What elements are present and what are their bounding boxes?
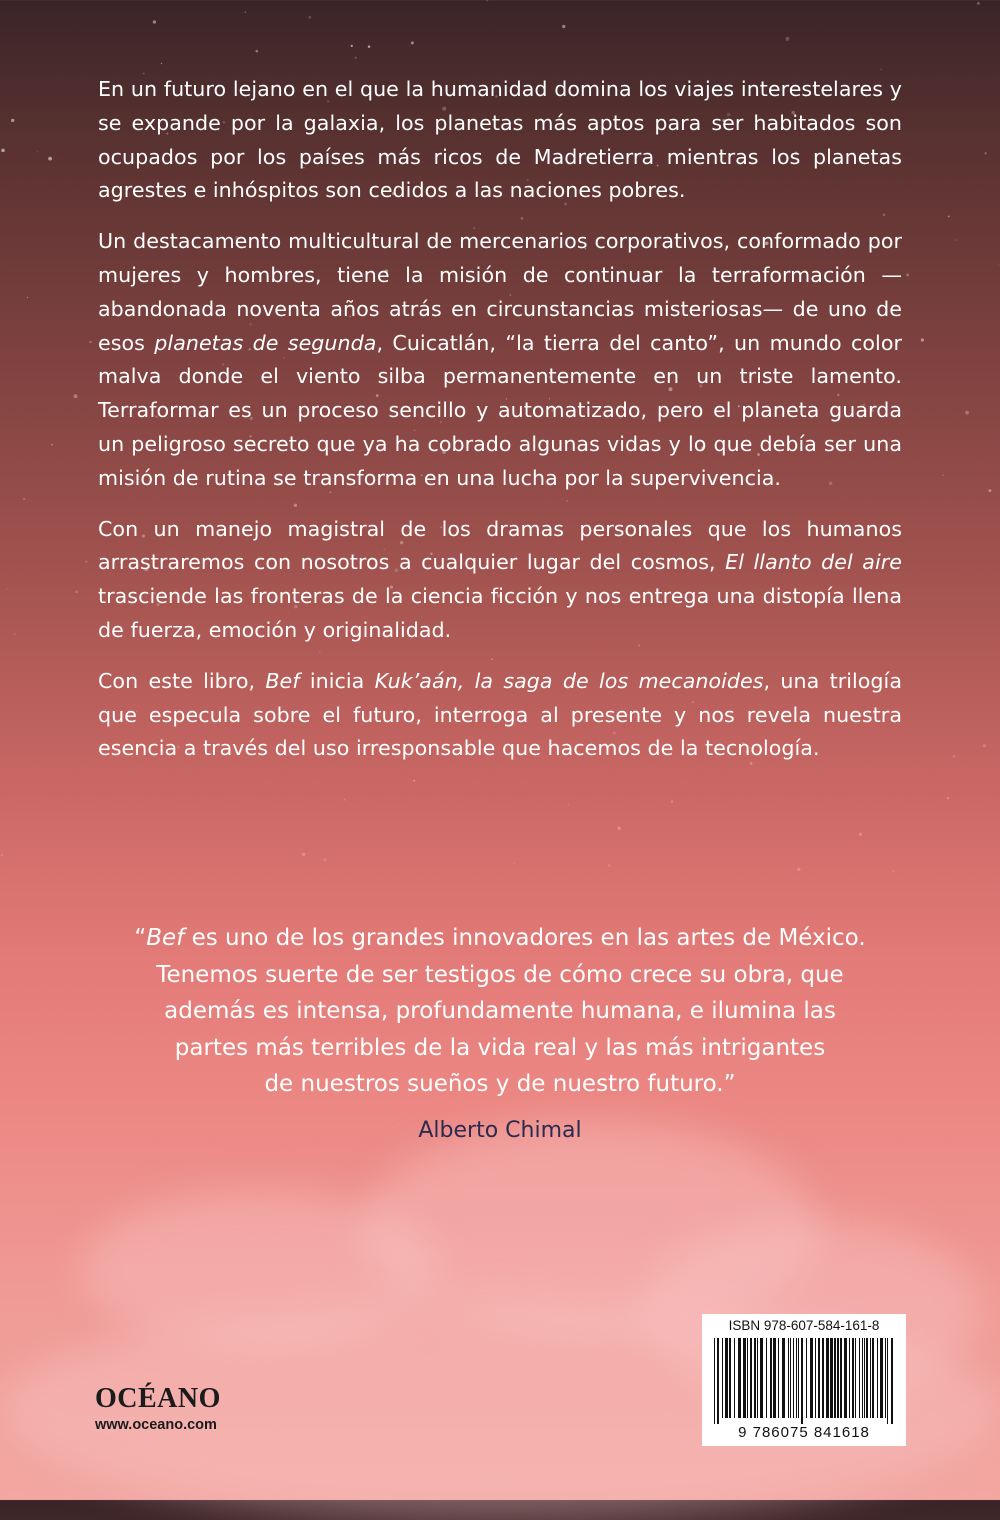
star-decoration (948, 215, 950, 217)
paragraph-text: Un destacamento multicultural de mercenarios corporativos, conformado por mujeres y hombres, tiene la misión de continuar la terraformación —abandonada noventa años atrás en circunstancias misteriosas— de uno de esos (98, 229, 902, 355)
barcode-bar (815, 1338, 816, 1418)
barcode-bar (747, 1338, 748, 1418)
star-decoration (324, 858, 326, 860)
barcode-bar (834, 1338, 836, 1418)
isbn-label: ISBN 978-607-584-161-8 (728, 1318, 880, 1333)
barcode-panel (702, 1314, 906, 1446)
paragraph-text: En un futuro lejano en el que la humanidad domina los viajes interestelares y se expande por la galaxia, los planetas más aptos para ser habitados son ocupados por los países más ricos de Madretierra mientras los planetas agrestes e inhóspitos son cedidos a las naciones pobres. (98, 77, 902, 203)
barcode-bar (750, 1338, 752, 1418)
barcode-bar (837, 1338, 839, 1418)
barcode-bar (830, 1338, 833, 1418)
star-decoration (89, 341, 92, 344)
star-decoration (562, 25, 565, 28)
star-decoration (906, 273, 909, 276)
barcode-bar (826, 1338, 829, 1418)
blurb-paragraph (98, 73, 902, 208)
barcode-bar (738, 1338, 741, 1418)
paragraph-text: inicia (299, 668, 375, 693)
barcode-bar (788, 1338, 789, 1418)
publisher-name: OCÉANO (95, 1383, 221, 1414)
italic-text: Bef (146, 925, 185, 951)
star-decoration (965, 411, 969, 415)
barcode-bar (877, 1338, 878, 1418)
star-decoration (977, 2, 980, 5)
barcode-bar (793, 1338, 794, 1418)
barcode-bar (790, 1338, 791, 1418)
star-decoration (514, 863, 515, 864)
quote-line (90, 957, 910, 994)
barcode-bar (725, 1338, 728, 1418)
star-decoration (880, 69, 881, 70)
star-decoration (785, 37, 789, 41)
star-decoration (988, 489, 991, 492)
barcode-bar (852, 1338, 854, 1418)
barcode-bar (760, 1338, 763, 1418)
barcode-bar (880, 1338, 883, 1418)
barcode-bar (822, 1338, 824, 1418)
star-decoration (1, 854, 3, 856)
paragraph-text: Con este libro, (98, 668, 266, 693)
paragraph-text: trasciende las fronteras de la ciencia ficción y nos entrega una distopía llena de fuerza, emoción y originalidad. (98, 584, 902, 642)
star-decoration (7, 588, 8, 589)
barcode-bar (810, 1338, 813, 1418)
star-decoration (11, 119, 14, 122)
barcode-bar (778, 1338, 779, 1418)
quote-line (90, 1066, 910, 1103)
barcode-bar (734, 1338, 735, 1418)
star-decoration (984, 152, 986, 154)
barcode-bar (801, 1338, 803, 1424)
star-decoration (568, 804, 569, 805)
back-cover-blurb (98, 73, 902, 783)
star-decoration (956, 239, 957, 240)
quote-text: además es intensa, profundamente humana, e ilumina las (164, 998, 836, 1024)
star-decoration (85, 560, 87, 562)
star-decoration (617, 826, 620, 829)
star-decoration (14, 633, 16, 635)
star-decoration (27, 297, 28, 298)
star-decoration (153, 20, 156, 23)
star-decoration (344, 799, 346, 801)
endorsement-quote (90, 920, 910, 1103)
paragraph-text: Con un manejo magistral de los dramas personales que los humanos arrastraremos con nosotros a cualquier lugar del cosmos, (98, 516, 902, 575)
star-decoration (921, 338, 924, 341)
barcode-bar (855, 1338, 856, 1418)
blurb-paragraph (98, 513, 902, 648)
star-decoration (368, 45, 371, 48)
italic-text: Kuk’aán, la saga de los mecanoides (374, 668, 764, 693)
blurb-paragraph (98, 665, 902, 766)
barcode-bar (891, 1338, 893, 1424)
star-decoration (608, 864, 610, 866)
star-decoration (74, 394, 78, 398)
paragraph-text: , una trilogía que especula sobre el futuro, interroga al presente y nos revela nuestra esencia a través del uso irresponsable que hacemos de la tecnología. (98, 668, 902, 761)
quote-line (90, 920, 910, 957)
paragraph-text: , Cuicatlán, “la tierra del canto”, un mundo color malva donde el viento silba permanentemente en un triste lamento. Terraformar es un proceso sencillo y automatizado, pero el planeta guarda un peligroso secreto que ya ha cobrado algunas vidas y lo que debía ser una misión de rutina se transforma en una lucha por la supervivencia. (98, 330, 902, 490)
barcode-bar (743, 1338, 746, 1418)
barcode-bar (859, 1338, 860, 1418)
quote-author: Alberto Chimal (418, 1118, 582, 1143)
star-decoration (308, 16, 311, 19)
star-decoration (355, 57, 357, 59)
star-decoration (37, 151, 38, 152)
quote-text: Tenemos suerte de ser testigos de cómo crece su obra, que (156, 961, 844, 988)
star-decoration (998, 264, 999, 265)
italic-text: El llanto del aire (725, 550, 902, 575)
star-decoration (983, 744, 986, 747)
barcode-bar (796, 1338, 797, 1418)
star-decoration (411, 41, 414, 44)
quote-text: de nuestros sueños y de nuestro futuro.” (264, 1071, 736, 1097)
isbn-barcode (714, 1338, 894, 1424)
barcode-bar (870, 1338, 871, 1418)
quote-text: partes más terribles de la vida real y las más intrigantes (174, 1034, 826, 1061)
star-decoration (51, 444, 53, 446)
quote-text: “ (134, 925, 147, 951)
star-decoration (942, 475, 943, 476)
star-decoration (245, 11, 247, 13)
barcode-bar (714, 1338, 715, 1424)
quote-text: es uno de los grandes innovadores en las artes de México. (184, 925, 866, 951)
barcode-bar (722, 1338, 723, 1418)
star-decoration (953, 755, 955, 757)
star-decoration (75, 590, 78, 593)
star-decoration (797, 868, 801, 872)
quote-line (90, 993, 910, 1030)
star-decoration (161, 63, 162, 64)
barcode-bar (818, 1338, 820, 1418)
italic-text: planetas de segunda (154, 330, 377, 355)
quote-line (90, 1030, 910, 1067)
star-decoration (48, 157, 52, 161)
star-decoration (255, 50, 258, 53)
barcode-bar (887, 1338, 888, 1424)
barcode-bar (782, 1338, 785, 1418)
star-decoration (859, 833, 862, 836)
barcode-bar (866, 1338, 868, 1418)
barcode-bar (757, 1338, 758, 1418)
barcode-bar (885, 1338, 886, 1418)
star-decoration (1, 149, 5, 153)
barcode-bar (864, 1338, 865, 1418)
barcode-bar (770, 1338, 772, 1418)
barcode-bar (729, 1338, 731, 1418)
star-decoration (23, 498, 25, 500)
star-decoration (302, 852, 306, 856)
barcode-bar (849, 1338, 850, 1418)
star-decoration (893, 870, 895, 872)
publisher-website: www.oceano.com (95, 1417, 217, 1433)
barcode-digits: 9 786075 841618 (738, 1424, 870, 1441)
barcode-bar (806, 1338, 807, 1418)
barcode-bar (717, 1338, 719, 1424)
barcode-bar (872, 1338, 874, 1418)
barcode-bar (766, 1338, 767, 1418)
italic-text: Bef (265, 668, 300, 693)
barcode-bar (840, 1338, 842, 1418)
barcode-bar (798, 1338, 799, 1418)
barcode-bar (844, 1338, 847, 1418)
star-decoration (351, 45, 353, 47)
barcode-bar (754, 1338, 756, 1418)
barcode-bar (862, 1338, 863, 1418)
star-decoration (486, 0, 488, 1)
star-decoration (671, 801, 673, 803)
blurb-paragraph (98, 225, 902, 495)
publisher-logo (95, 1383, 221, 1433)
barcode-bar (773, 1338, 776, 1418)
star-decoration (947, 797, 949, 799)
